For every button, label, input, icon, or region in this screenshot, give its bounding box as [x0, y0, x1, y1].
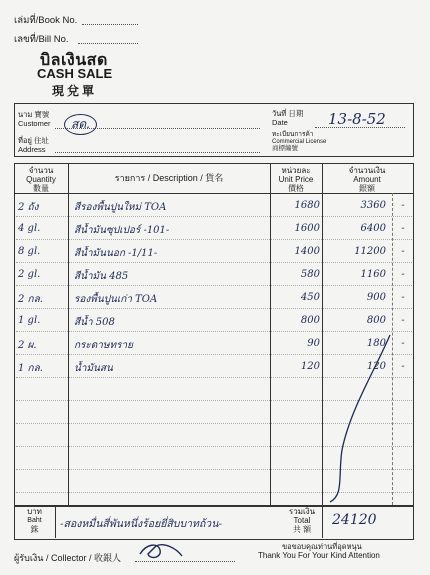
total-value: 24120 [332, 512, 377, 528]
thanks-en: Thank You For Your Kind Attention [258, 551, 380, 560]
total-label: รวมเงิน Total 共 額 [288, 507, 316, 534]
row-unit-price: 1600 [294, 223, 320, 234]
table-header-divider [14, 193, 413, 194]
baht-text-value: -สองหมื่นสี่พันหนึ่งร้อยยี่สิบบาทถ้วน- [60, 518, 222, 530]
footer-divider-total [322, 505, 323, 538]
row-amount: 6400 [360, 223, 386, 234]
footer-divider-baht [55, 505, 56, 538]
table-row [16, 265, 412, 288]
row-description: สีน้ำ 508 [74, 317, 115, 328]
date-label-thai: วันที่ 日期 [272, 109, 304, 118]
unit-price-header: หน่วยละ Unit Price 價格 [278, 166, 314, 193]
customer-label-thai: นาม 寶號 [18, 110, 50, 119]
row-amount: 900 [366, 292, 386, 303]
row-amount: 1160 [360, 269, 386, 280]
row-satang: - [401, 269, 405, 280]
bill-no-label: เลขที่/Bill No. [14, 34, 69, 45]
table-row [16, 288, 412, 311]
amount-header: จำนวนเงิน Amount 銀額 [348, 166, 386, 193]
date-label-en: Date [272, 118, 288, 127]
row-description: สีน้ำมันนอก -1/11- [74, 248, 158, 259]
license-label-cn: 商標編號 [272, 145, 298, 152]
row-unit-price: 450 [300, 292, 320, 303]
row-satang: - [401, 361, 405, 372]
row-rule [16, 216, 412, 217]
bill-no-line [78, 43, 138, 44]
row-amount: 180 [366, 338, 386, 349]
row-unit-price: 580 [300, 269, 320, 280]
row-satang: - [401, 338, 405, 349]
row-amount: 11200 [354, 246, 386, 257]
row-rule [16, 285, 412, 286]
title-en: CASH SALE [37, 66, 113, 81]
row-satang: - [401, 292, 405, 303]
row-description: สีน้ำมัน 485 [74, 271, 129, 282]
row-description: น้ำมันสน [74, 363, 113, 374]
row-unit-price: 1680 [294, 200, 320, 211]
customer-value: สด. [64, 114, 97, 135]
row-unit-price: 90 [307, 338, 320, 349]
address-label-en: Address [18, 145, 46, 154]
row-description: กระดาษทราย [74, 340, 133, 351]
row-satang: - [401, 223, 405, 234]
license-label-en: Commercial License [272, 139, 327, 145]
collector-signature [136, 540, 186, 564]
thanks-thai: ขอขอบคุณท่านที่อุดหนุน [282, 542, 362, 551]
row-qty: 2 กล. [18, 294, 43, 305]
date-value: 13-8-52 [328, 110, 386, 128]
row-description: รองพื้นปูนเก่า TOA [74, 294, 158, 305]
customer-label-en: Customer [18, 119, 51, 128]
row-rule [16, 239, 412, 240]
table-row [16, 219, 412, 242]
row-satang: - [401, 246, 405, 257]
table-row [16, 242, 412, 265]
row-qty: 2 ถัง [18, 202, 39, 213]
address-line [55, 152, 260, 153]
row-qty: 4 gl. [18, 223, 41, 234]
row-qty: 2 gl. [18, 269, 41, 280]
row-rule [16, 308, 412, 309]
row-unit-price: 1400 [294, 246, 320, 257]
row-description: สีรองพื้นปูนใหม่ TOA [74, 202, 167, 213]
row-unit-price: 800 [300, 315, 320, 326]
void-strike-mark [320, 330, 400, 505]
title-cn: 現兌單 [52, 84, 98, 98]
row-amount: 800 [366, 315, 386, 326]
collector-label: ผู้รับเงิน / Collector / 收銀人 [14, 553, 121, 563]
row-unit-price: 120 [300, 361, 320, 372]
baht-label: บาท Baht 銖 [27, 507, 42, 534]
book-no-line [82, 24, 138, 25]
row-qty: 2 ผ. [18, 340, 37, 351]
row-qty: 8 gl. [18, 246, 41, 257]
row-satang: - [401, 315, 405, 326]
table-row [16, 196, 412, 219]
book-no-label: เล่มที่/Book No. [14, 15, 78, 26]
qty-header: จำนวน Quantity 數量 [26, 166, 56, 193]
row-qty: 1 gl. [18, 315, 41, 326]
title-thai: บิลเงินสด [40, 52, 108, 69]
row-satang: - [401, 200, 405, 211]
row-rule [16, 262, 412, 263]
row-qty: 1 กล. [18, 363, 43, 374]
row-description: สีน้ำมันซุปเปอร์ -101- [74, 225, 170, 236]
license-label-thai: ทะเบียนการค้า [272, 131, 314, 138]
row-amount: 3360 [360, 200, 386, 211]
address-label-thai: ที่อยู่ 住址 [18, 136, 49, 145]
description-header: รายการ / Description / 貨名 [114, 173, 224, 183]
row-amount: 120 [366, 361, 386, 372]
